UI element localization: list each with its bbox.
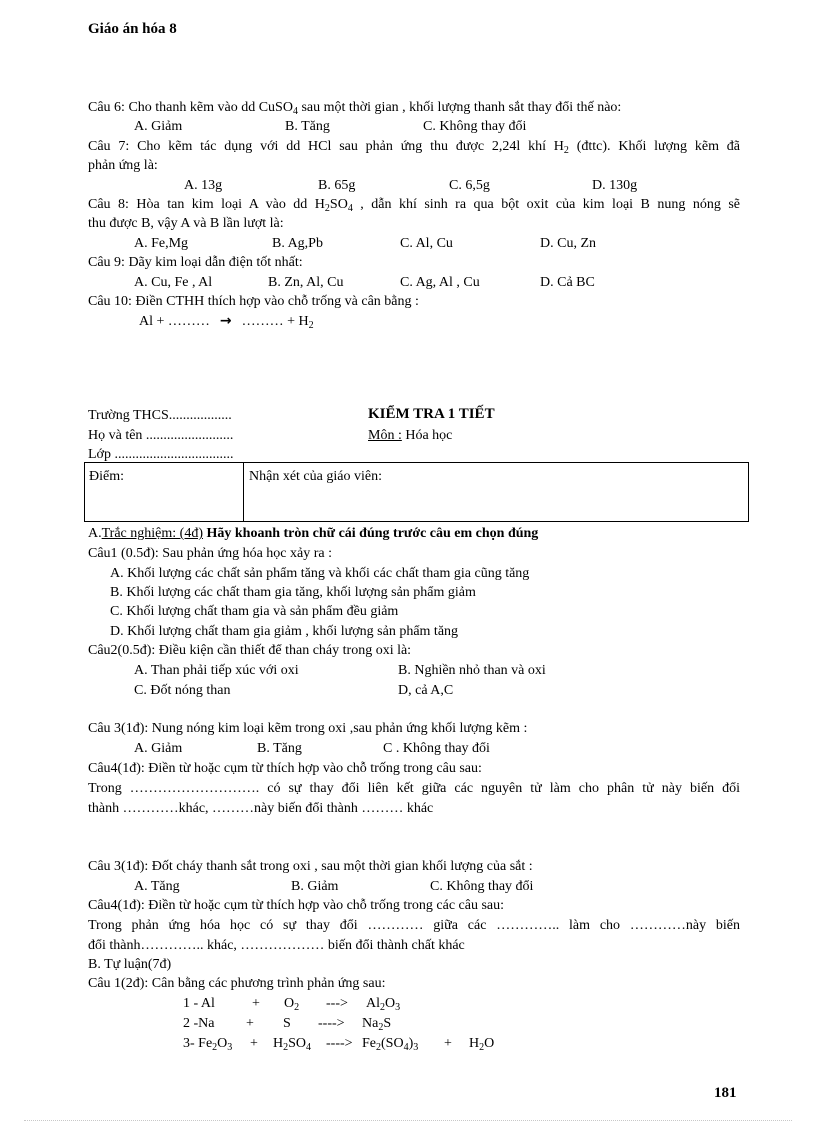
a-question-3b-stem: Câu 3(1đ): Đốt cháy thanh sắt trong oxi , sau một thời gian khối lượng của sắt : (88, 859, 533, 874)
a-question-3-stem: Câu 3(1đ): Nung nóng kim loại kẽm trong oxi ,sau phản ứng khối lượng kẽm : (88, 721, 528, 736)
option: C. Không thay đổi (430, 879, 534, 894)
option: A. Tăng (134, 879, 180, 894)
option: B. Nghiền nhỏ than và oxi (398, 663, 546, 678)
option: D. Cả BC (540, 275, 595, 290)
option: A. Giảm (134, 741, 183, 756)
a-question-2-stem: Câu2(0.5đ): Điều kiện cần thiết để than cháy trong oxi là: (88, 643, 412, 658)
option: D. 130g (592, 178, 638, 193)
score-label: Điểm: (89, 469, 124, 484)
school-field: Trường THCS.................. (88, 408, 232, 423)
option: B. 65g (318, 178, 356, 193)
section-b-heading: B. Tự luận(7đ) (88, 957, 172, 972)
student-name-field: Họ và tên ......................... (88, 428, 234, 443)
question-7-line1: Câu 7: Cho kẽm tác dụng với dd HCl sau phản ứng thu được 2,24l khí $H_2$ (đttc). Khối lượng kẽm đã (88, 139, 741, 156)
option: C. Không thay đổi (423, 119, 527, 134)
option: C. Khối lượng chất tham gia và sản phẩm đều giảm (110, 604, 399, 619)
test-title: KIỂM TRA 1 TIẾT (368, 406, 495, 422)
option: A. Khối lượng các chất sản phẩm tăng và khối các chất tham gia cũng tăng (110, 566, 530, 581)
option: B. Tăng (257, 741, 302, 756)
a-question-4b-line1: Trong phản ứng hóa học có sự thay đổi ………… giữa các ………….. làm cho …………này biến (88, 918, 740, 933)
page-header: Giáo án hóa 8 (88, 21, 177, 37)
option: A. Than phải tiếp xúc với oxi (134, 663, 299, 678)
a-question-1-stem: Câu1 (0.5đ): Sau phản ứng hóa học xảy ra : (88, 546, 332, 561)
option: B. Zn, Al, Cu (268, 275, 344, 290)
question-6-stem: Câu 6: Cho thanh kẽm vào dd CuSO$_4$ sau một thời gian , khối lượng thanh sắt thay đổi thế nào: (88, 100, 622, 117)
teacher-comment-label: Nhận xét của giáo viên: (249, 469, 382, 484)
option: A. Cu, Fe , Al (134, 275, 213, 290)
option: B. Ag,Pb (272, 236, 323, 251)
page-bottom-border (24, 1120, 792, 1121)
b-question-1-stem: Câu 1(2đ): Cân bằng các phương trình phản ứng sau: (88, 976, 386, 991)
a-question-4b-stem: Câu4(1đ): Điền từ hoặc cụm từ thích hợp vào chỗ trống trong các câu sau: (88, 898, 505, 913)
option: A. Giảm (134, 119, 183, 134)
score-comment-table (84, 462, 749, 522)
question-9-stem: Câu 9: Dãy kim loại dẫn điện tốt nhất: (88, 255, 303, 270)
option: D. Cu, Zn (540, 236, 596, 251)
option: C. Al, Cu (400, 236, 453, 251)
option: A. 13g (184, 178, 223, 193)
arrow-icon: → (219, 313, 232, 329)
option: D. Khối lượng chất tham gia giảm , khối lượng sản phẩm tăng (110, 624, 459, 639)
document-page: Giáo án hóa 8 Câu 6: Cho thanh kẽm vào dd CuSO$_4$ sau một thời gian , khối lượng thanh sắt thay đổi thế nào: A. Giảm B. Tăng C. Không thay đổi Câu 7: Cho kẽm tác dụng với dd HCl sau phản ứng thu được 2,24l khí $H_2$ (đttc). Khối lượng kẽm đã phản ứng là: A. 13g B. 65g C. 6,5g D. 130g Câu 8: Hòa tan kim loại A vào dd $H_2SO_4$ , dẫn khí sinh ra qua bột oxit của kim loại B nung nóng sẽ thu được B, vậy A và B lần lượt là: A. Fe,Mg B. Ag,Pb C. Al, Cu D. Cu, Zn Câu 9: Dãy kim loại dẫn điện tốt nhất: A. Cu, Fe , Al B. Zn, Al, Cu C. Ag, Al , Cu D. Cả BC Câu 10: Điền CTHH thích hợp vào chỗ trống và cân bằng : Al + ……… → ……… + $H_2$ Trường THCS.................. KIỂM TRA 1 TIẾT Họ và tên ......................... Môn : Hóa học Lớp .................................. Điểm: Nhận xét của giáo viên: A.Trắc nghiệm: (4đ) Hãy khoanh tròn chữ cái đúng trước câu em chọn đúng Câu1 (0.5đ): Sau phản ứng hóa học xảy ra : A. Khối lượng các chất sản phẩm tăng và khối các chất tham gia cũng tăng B. Khối lượng các chất tham gia tăng, khối lượng sản phẩm giảm C. Khối lượng chất tham gia và sản phẩm đều giảm D. Khối lượng chất tham gia giảm , khối lượng sản phẩm tăng Câu2(0.5đ): Điều kiện cần thiết để than cháy trong oxi là: A. Than phải tiếp xúc với oxi B. Nghiền nhỏ than và oxi C. Đốt nóng than D, cả A,C Câu 3(1đ): Nung nóng kim loại kẽm trong oxi ,sau phản ứng khối lượng kẽm : A. Giảm B. Tăng C . Không thay đổi Câu4(1đ): Điền từ hoặc cụm từ thích hợp vào chỗ trống trong câu sau: Trong ………………………. có sự thay đổi liên kết giữa các nguyên tử làm cho phân tử này biến đổi thành …………khác, ………này biến đổi thành ……… khác Câu 3(1đ): Đốt cháy thanh sắt trong oxi , sau một thời gian khối lượng của sắt : A. Tăng B. Giảm C. Không thay đổi Câu4(1đ): Điền từ hoặc cụm từ thích hợp vào chỗ trống trong các câu sau: Trong phản ứng hóa học có sự thay đổi ………… giữa các ………….. làm cho …………này biến đổi thành………….. khác, ……………… biến đổi thành chất khác B. Tự luận(7đ) Câu 1(2đ): Cân bằng các phương trình phản ứng sau: 1 - Al + $O_2$ ---> $Al_2O_3$ 2 -Na + S ----> $Na_2S$ 3- $Fe_2O_3$ + $H_2SO_4$ ----> $Fe_2(SO_4)_3$ + $H_2O$ 181 (0, 0, 816, 1123)
a-question-4-line2: thành …………khác, ………này biến đổi thành ……… khác (88, 801, 434, 816)
question-10-equation: Al + ……… → ……… + $H_2$ (139, 313, 314, 331)
question-8-line1: Câu 8: Hòa tan kim loại A vào dd $H_2SO_4$ , dẫn khí sinh ra qua bột oxit của kim loại B nung nóng sẽ (88, 197, 740, 214)
class-field: Lớp .................................. (88, 447, 234, 462)
table-divider (243, 463, 244, 521)
subject-field: Môn : Hóa học (368, 428, 453, 443)
option: C. 6,5g (449, 178, 490, 193)
option: C . Không thay đổi (383, 741, 490, 756)
question-8-line2: thu được B, vậy A và B lần lượt là: (88, 216, 284, 231)
option: B. Tăng (285, 119, 330, 134)
a-question-4b-line2: đổi thành………….. khác, ……………… biến đổi thành chất khác (88, 938, 465, 953)
option: C. Ag, Al , Cu (400, 275, 480, 290)
question-10-stem: Câu 10: Điền CTHH thích hợp vào chỗ trống và cân bằng : (88, 294, 419, 309)
page-number: 181 (714, 1085, 737, 1101)
option: C. Đốt nóng than (134, 683, 231, 698)
option: D, cả A,C (398, 683, 454, 698)
option: A. Fe,Mg (134, 236, 189, 251)
section-a-heading: A.Trắc nghiệm: (4đ) Hãy khoanh tròn chữ cái đúng trước câu em chọn đúng (88, 526, 539, 541)
question-7-line2: phản ứng là: (88, 158, 158, 173)
option: B. Khối lượng các chất tham gia tăng, khối lượng sản phẩm giảm (110, 585, 476, 600)
option: B. Giảm (291, 879, 339, 894)
a-question-4-line1: Trong ………………………. có sự thay đổi liên kết giữa các nguyên tử làm cho phân tử này biến đổi (88, 781, 740, 796)
a-question-4-stem: Câu4(1đ): Điền từ hoặc cụm từ thích hợp vào chỗ trống trong câu sau: (88, 761, 482, 776)
